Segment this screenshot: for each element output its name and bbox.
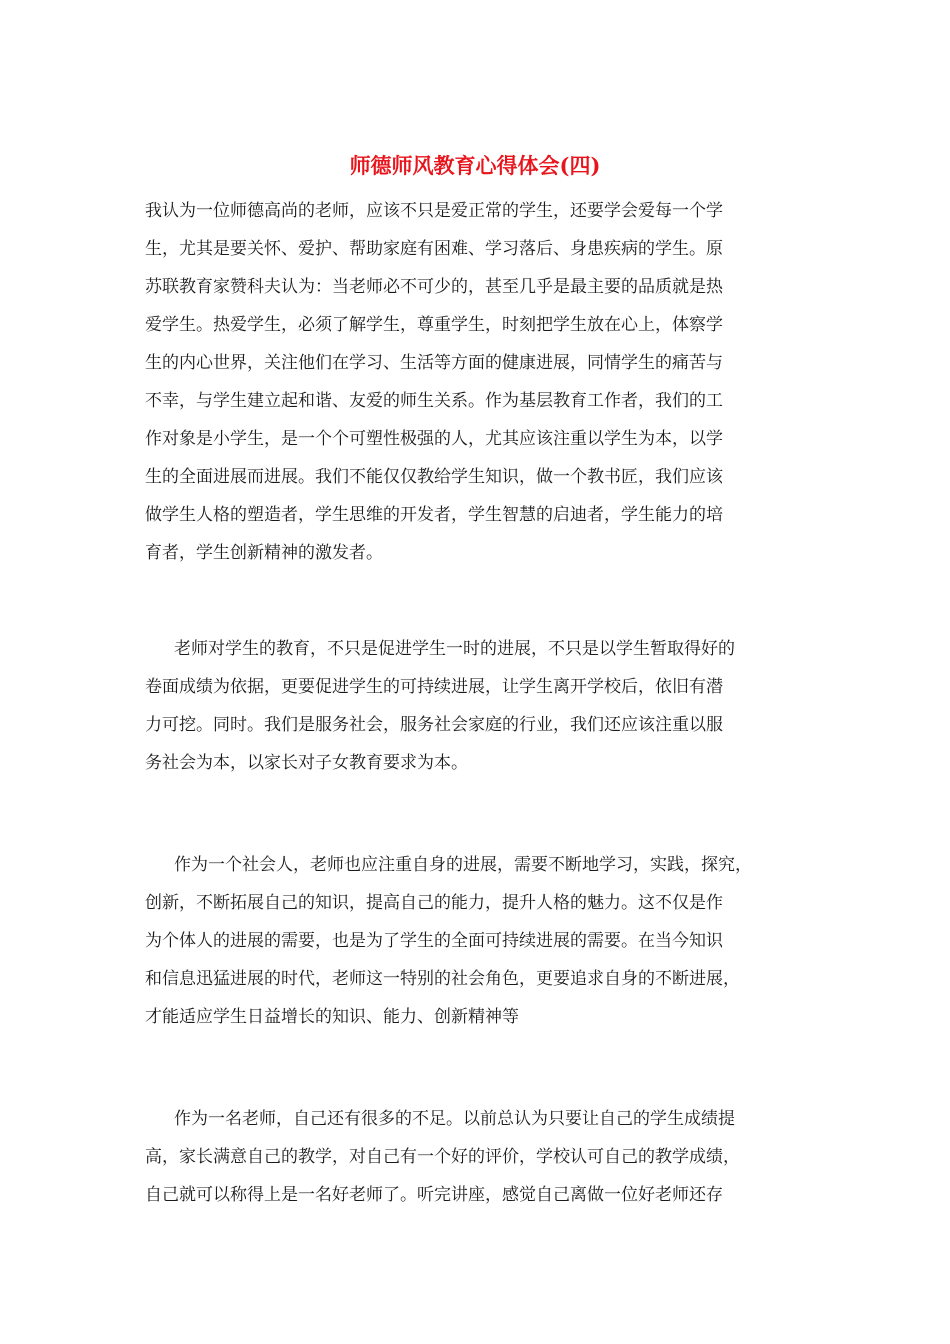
paragraph-line: 务社会为本，以家长对子女教育要求为本。 [145, 753, 468, 773]
paragraph-2 [145, 630, 815, 782]
paragraph-line: 苏联教育家赞科夫认为：当老师必不可少的，甚至几乎是最主要的品质就是热 [145, 277, 723, 297]
paragraph-3 [145, 846, 815, 1036]
paragraph-line: 创新，不断拓展自己的知识，提高自己的能力，提升人格的魅力。这不仅是作 [145, 893, 723, 913]
paragraph-line: 老师对学生的教育，不只是促进学生一时的进展，不只是以学生暂取得好的 [174, 639, 735, 659]
paragraph-line: 爱学生。热爱学生，必须了解学生，尊重学生，时刻把学生放在心上，体察学 [145, 315, 723, 335]
paragraph-line: 自己就可以称得上是一名好老师了。听完讲座，感觉自己离做一位好老师还存 [145, 1185, 723, 1205]
paragraph-line: 为个体人的进展的需要，也是为了学生的全面可持续进展的需要。在当今知识 [145, 931, 723, 951]
paragraph-line: 做学生人格的塑造者，学生思维的开发者，学生智慧的启迪者，学生能力的培 [145, 505, 723, 525]
paragraph-line: 作对象是小学生，是一个个可塑性极强的人，尤其应该注重以学生为本，以学 [145, 429, 723, 449]
paragraph-line: 我认为一位师德高尚的老师，应该不只是爱正常的学生，还要学会爱每一个学 [145, 201, 723, 221]
paragraph-line: 卷面成绩为依据，更要促进学生的可持续进展，让学生离开学校后，依旧有潜 [145, 677, 723, 697]
document-title: 师德师风教育心得体会(四) [349, 153, 601, 178]
paragraph-line: 不幸，与学生建立起和谐、友爱的师生关系。作为基层教育工作者，我们的工 [145, 391, 723, 411]
paragraph-line: 作为一个社会人，老师也应注重自身的进展，需要不断地学习，实践，探究， [174, 855, 752, 875]
paragraph-line: 生的全面进展而进展。我们不能仅仅教给学生知识，做一个教书匠，我们应该 [145, 467, 723, 487]
paragraph-4 [145, 1100, 815, 1214]
paragraph-line: 育者，学生创新精神的激发者。 [145, 543, 383, 563]
paragraph-line: 才能适应学生日益增长的知识、能力、创新精神等 [145, 1007, 519, 1027]
paragraph-line: 和信息迅猛进展的时代，老师这一特别的社会角色，更要追求自身的不断进展， [145, 969, 740, 989]
paragraph-line: 生，尤其是要关怀、爱护、帮助家庭有困难、学习落后、身患疾病的学生。原 [145, 239, 723, 259]
paragraph-line: 高，家长满意自己的教学，对自己有一个好的评价，学校认可自己的教学成绩， [145, 1147, 740, 1167]
paragraph-line: 力可挖。同时。我们是服务社会，服务社会家庭的行业，我们还应该注重以服 [145, 715, 723, 735]
paragraph-line: 生的内心世界，关注他们在学习、生活等方面的健康进展，同情学生的痛苦与 [145, 353, 723, 373]
paragraph-line: 作为一名老师，自己还有很多的不足。以前总认为只要让自己的学生成绩提 [174, 1109, 735, 1129]
paragraph-1 [145, 192, 815, 572]
